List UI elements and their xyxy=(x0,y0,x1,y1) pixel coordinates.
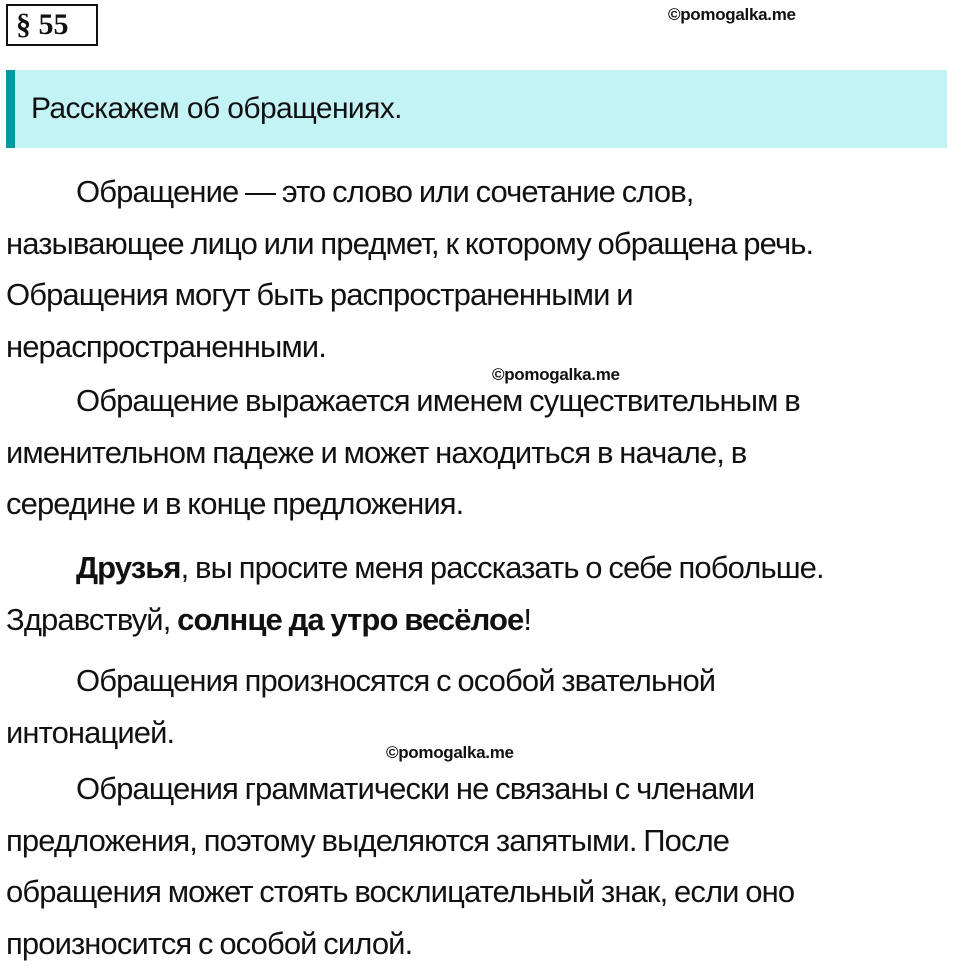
paragraph-definition xyxy=(6,166,956,372)
text-line: произносится с особой силой. xyxy=(6,918,956,969)
text-line: интонацией. xyxy=(6,707,956,759)
paragraph-expression xyxy=(6,375,956,530)
section-heading-banner xyxy=(6,70,947,148)
paragraph-examples xyxy=(6,542,956,645)
example-text: ! xyxy=(523,602,531,637)
text-line: Обращение — это слово или сочетание слов, xyxy=(6,166,956,218)
example-address-bold: Друзья xyxy=(76,550,181,585)
watermark: ©pomogalka.me xyxy=(386,743,514,763)
text-line: называющее лицо или предмет, к которому обращена речь. xyxy=(6,218,956,270)
text-line: Обращения грамматически не связаны с членами xyxy=(6,763,956,815)
section-heading-title: Расскажем об обращениях. xyxy=(31,70,402,148)
text-line: именительном падеже и может находиться в начале, в xyxy=(6,427,956,479)
example-text: , вы просите меня рассказать о себе побольше. xyxy=(181,550,824,585)
text-line: Обращения произносятся с особой звательной xyxy=(6,655,956,707)
text-line: предложения, поэтому выделяются запятыми. После xyxy=(6,815,956,867)
paragraph-punctuation xyxy=(6,763,956,969)
text-line: обращения может стоять восклицательный знак, если оно xyxy=(6,866,956,918)
example-text: Здравствуй, xyxy=(6,602,177,637)
watermark: ©pomogalka.me xyxy=(668,5,796,25)
text-line: Обращение выражается именем существительным в xyxy=(6,375,956,427)
example-line xyxy=(6,594,956,646)
example-line xyxy=(6,542,956,594)
watermark: ©pomogalka.me xyxy=(492,365,620,385)
example-address-bold: солнце да утро весёлое xyxy=(177,602,523,637)
text-line: Обращения могут быть распространенными и xyxy=(6,269,956,321)
text-line: середине и в конце предложения. xyxy=(6,478,956,530)
text-line: нераспространенными. xyxy=(6,321,956,373)
section-number-badge: § 55 xyxy=(6,4,98,46)
